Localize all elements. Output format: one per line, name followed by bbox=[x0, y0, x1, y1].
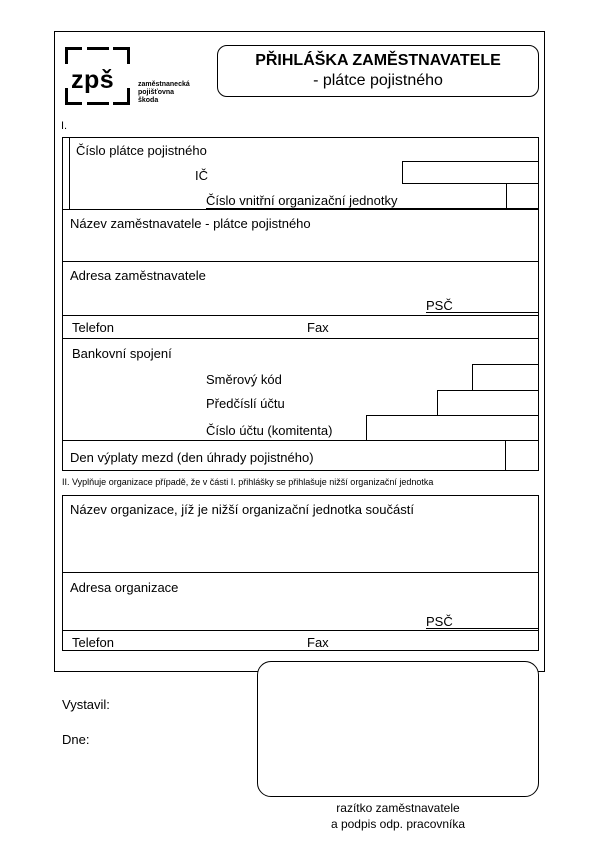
fax-label: Fax bbox=[307, 320, 329, 335]
org-address-label: Adresa organizace bbox=[70, 580, 179, 595]
form-title: PŘIHLÁŠKA ZAMĚSTNAVATELE bbox=[255, 52, 501, 69]
section1-marker: I. bbox=[61, 120, 68, 132]
stamp-signature-box[interactable] bbox=[257, 661, 539, 797]
bank-label: Bankovní spojení bbox=[72, 346, 172, 361]
logo-subtitle-line2: pojišťovna bbox=[138, 89, 175, 96]
account-number-field[interactable] bbox=[366, 415, 539, 441]
logo-subtitle bbox=[138, 81, 190, 105]
logo-subtitle-line1: zaměstnanecká bbox=[138, 81, 190, 88]
org-name-label: Název organizace, jíž je nižší organizační jednotka součástí bbox=[70, 502, 414, 517]
routing-code-field[interactable] bbox=[472, 364, 539, 391]
ic-field[interactable] bbox=[402, 161, 539, 184]
routing-code-label: Směrový kód bbox=[206, 372, 282, 387]
account-number-label: Číslo účtu (komitenta) bbox=[206, 423, 333, 438]
employer-name-field[interactable] bbox=[62, 261, 539, 262]
psc-field[interactable] bbox=[426, 312, 539, 313]
internal-unit-label: Číslo vnitřní organizační jednotky bbox=[206, 193, 398, 208]
org-fax-label: Fax bbox=[307, 635, 329, 650]
account-prefix-label: Předčíslí účtu bbox=[206, 396, 285, 411]
psc-label: PSČ bbox=[426, 298, 453, 313]
org-psc-label: PSČ bbox=[426, 614, 453, 629]
stamp-caption-line2: a podpis odp. pracovníka bbox=[330, 817, 466, 831]
employer-name-label: Název zaměstnavatele - plátce pojistného bbox=[70, 216, 311, 231]
payday-field[interactable] bbox=[505, 440, 506, 471]
form-subtitle: - plátce pojistného bbox=[313, 72, 443, 89]
issued-by-label: Vystavil: bbox=[62, 697, 110, 712]
date-label: Dne: bbox=[62, 732, 90, 747]
phone-label: Telefon bbox=[72, 320, 114, 335]
org-psc-field[interactable] bbox=[426, 628, 539, 629]
ic-label: IČ bbox=[195, 168, 208, 183]
org-phone-label: Telefon bbox=[72, 635, 114, 650]
employer-address-label: Adresa zaměstnavatele bbox=[70, 268, 206, 283]
payday-label: Den výplaty mezd (den úhrady pojistného) bbox=[70, 450, 314, 465]
payer-number-label: Číslo plátce pojistného bbox=[76, 143, 207, 158]
section2-instruction: II. Vyplňuje organizace případě, že v části I. přihlášky se přihlašuje nižší organizační jednotka bbox=[62, 477, 434, 487]
logo-subtitle-line3: škoda bbox=[138, 97, 159, 104]
logo-text: zpš bbox=[71, 66, 115, 94]
org-name-field[interactable] bbox=[62, 572, 539, 573]
account-prefix-field[interactable] bbox=[437, 390, 539, 416]
stamp-caption-line1: razítko zaměstnavatele bbox=[336, 801, 460, 815]
internal-unit-field[interactable] bbox=[506, 184, 507, 209]
